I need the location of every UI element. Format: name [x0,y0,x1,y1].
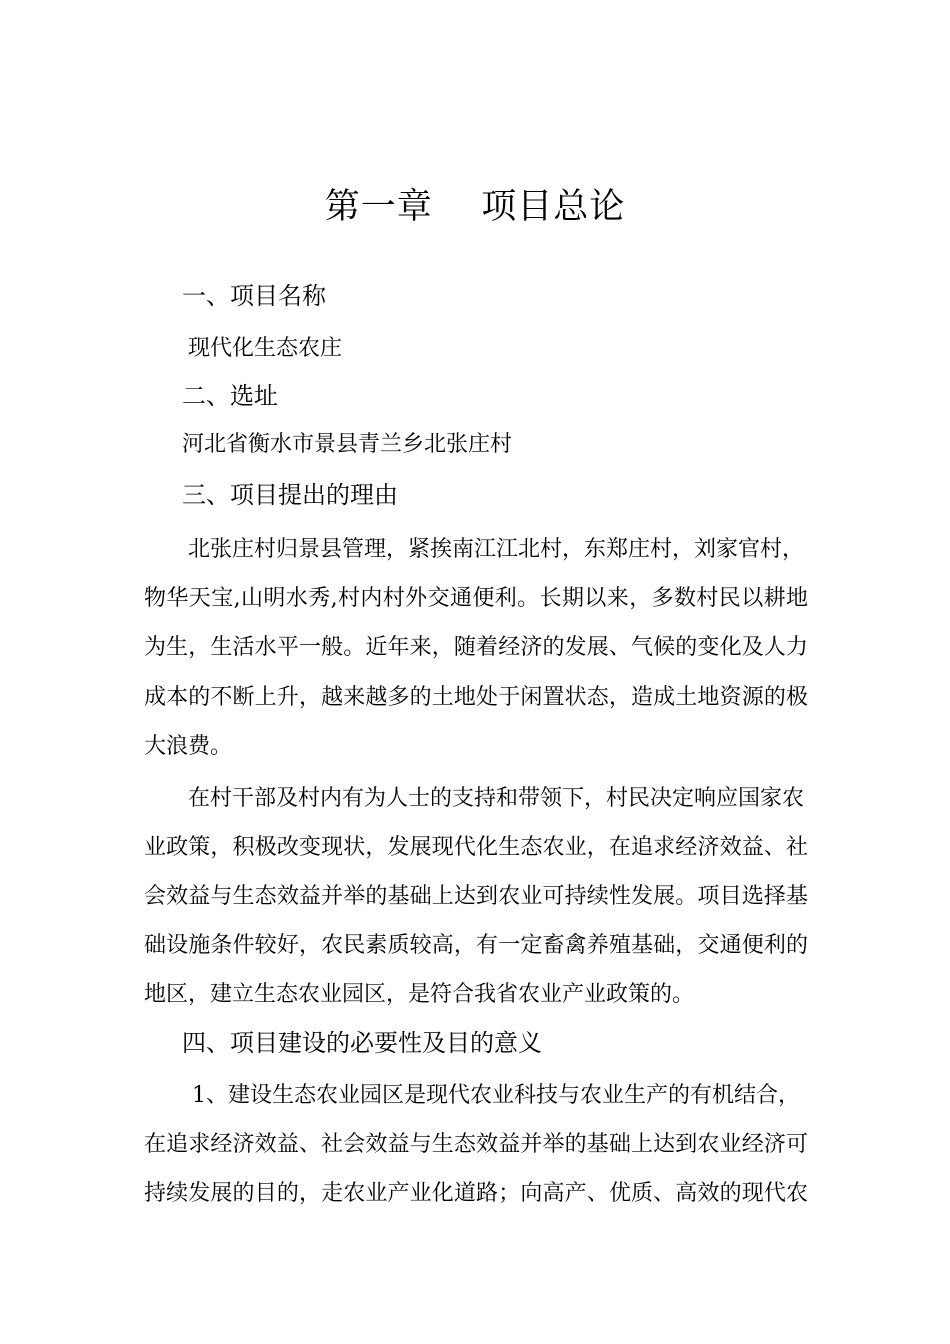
project-name-text: 现代化生态农庄 [188,336,343,361]
site-address-text: 河北省衡水市景县青兰乡北张庄村 [182,432,513,457]
paragraph-line: 会效益与生态效益并举的基础上达到农业可持续性发展。项目选择基 [144,884,808,909]
section-heading-project-name: 一、项目名称 [182,282,326,310]
chapter-title: 第一章 项目总论 [324,187,626,227]
section-heading-reasons: 三、项目提出的理由 [182,481,398,509]
paragraph-line: 地区，建立生态农业园区，是符合我省农业产业政策的。 [144,982,695,1007]
paragraph-line: 物华天宝,山明水秀,村内村外交通便利。长期以来，多数村民以耕地 [144,586,808,611]
paragraph-line: 在追求经济效益、社会效益与生态效益并举的基础上达到农业经济可 [144,1132,808,1157]
paragraph-line: 为生，生活水平一般。近年来，随着经济的发展、气候的变化及人力 [144,635,808,660]
paragraph-line: 业政策，积极改变现状，发展现代化生态农业，在追求经济效益、社 [144,835,808,860]
paragraph-line: 在村干部及村内有为人士的支持和带领下，村民决定响应国家农 [188,786,805,811]
paragraph-line: 大浪费。 [144,734,233,759]
paragraph-line: 北张庄村归景县管理，紧挨南江江北村，东郑庄村，刘家官村， [188,537,805,562]
paragraph-line: 成本的不断上升，越来越多的土地处于闲置状态，造成土地资源的极 [144,685,808,710]
paragraph-line: 持续发展的目的，走农业产业化道路；向高产、优质、高效的现代农 [144,1181,808,1206]
paragraph-line: 1、建设生态农业园区是现代农业科技与农业生产的有机结合， [192,1083,800,1108]
section-heading-necessity: 四、项目建设的必要性及目的意义 [182,1029,542,1057]
section-heading-site: 二、选址 [182,382,278,410]
paragraph-line: 础设施条件较好，农民素质较高，有一定畜禽养殖基础，交通便利的 [144,933,808,958]
